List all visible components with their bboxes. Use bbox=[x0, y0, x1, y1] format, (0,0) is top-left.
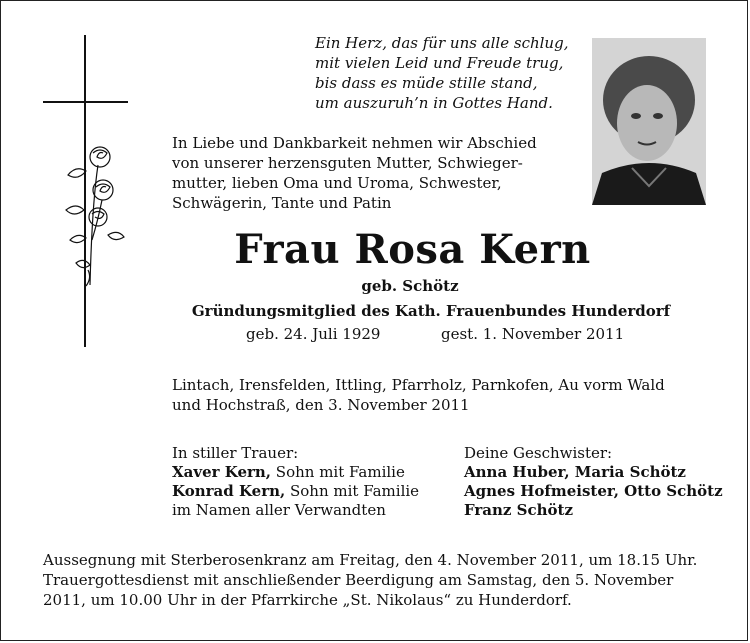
poem bbox=[315, 33, 569, 113]
siblings-heading: Deine Geschwister: bbox=[464, 444, 613, 462]
poem-line: Ein Herz, das für uns alle schlug, bbox=[315, 34, 569, 52]
portrait-photo bbox=[592, 38, 706, 205]
intro-line: In Liebe und Dankbarkeit nehmen wir Abschied bbox=[172, 134, 537, 152]
deceased-title: Gründungsmitglied des Kath. Frauenbundes Hunderdorf bbox=[191, 302, 671, 320]
sibling-row: Franz Schötz bbox=[464, 501, 573, 519]
death-date: gest. 1. November 2011 bbox=[441, 325, 625, 343]
funeral-details bbox=[43, 550, 711, 610]
footer-line: Aussegnung mit Sterberosenkranz am Freitag, den 4. November 2011, um 18.15 Uhr. bbox=[43, 551, 698, 569]
mourner-row: Xaver Kern, Sohn mit Familie bbox=[172, 463, 405, 481]
intro-text bbox=[172, 133, 558, 213]
birth-date: geb. 24. Juli 1929 bbox=[246, 325, 381, 343]
poem-line: bis dass es müde stille stand, bbox=[315, 74, 538, 92]
intro-line: Schwägerin, Tante und Patin bbox=[172, 194, 392, 212]
siblings-list bbox=[464, 444, 723, 520]
intro-line: mutter, lieben Oma und Uroma, Schwester, bbox=[172, 174, 502, 192]
sibling-row: Anna Huber, Maria Schötz bbox=[464, 463, 686, 481]
maiden-name: geb. Schötz bbox=[361, 277, 459, 295]
places-line: und Hochstraß, den 3. November 2011 bbox=[172, 396, 470, 414]
footer-line: 2011, um 10.00 Uhr in der Pfarrkirche „St. Nikolaus“ zu Hunderdorf. bbox=[43, 591, 572, 609]
mourner-row: im Namen aller Verwandten bbox=[172, 501, 386, 519]
deceased-name: Frau Rosa Kern bbox=[234, 226, 591, 273]
mourners-heading: In stiller Trauer: bbox=[172, 444, 299, 462]
places-line: Lintach, Irensfelden, Ittling, Pfarrholz, Parnkofen, Au vorm Wald bbox=[172, 376, 665, 394]
intro-line: von unserer herzensguten Mutter, Schwieger- bbox=[172, 154, 523, 172]
mourner-row: Konrad Kern, Sohn mit Familie bbox=[172, 482, 420, 500]
sibling-row: Agnes Hofmeister, Otto Schötz bbox=[464, 482, 723, 500]
poem-line: um auszuruh’n in Gottes Hand. bbox=[315, 94, 553, 112]
mourners-list bbox=[172, 444, 419, 520]
places-date bbox=[172, 375, 665, 415]
poem-line: mit vielen Leid und Freude trug, bbox=[315, 54, 564, 72]
footer-line: Trauergottesdienst mit anschließender Beerdigung am Samstag, den 5. November bbox=[43, 571, 674, 589]
